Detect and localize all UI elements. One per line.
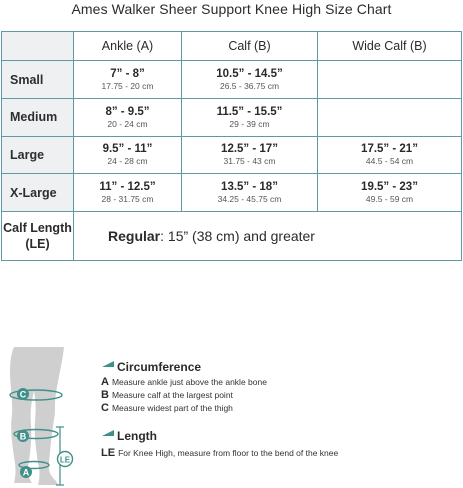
svg-text:LE: LE: [59, 455, 71, 465]
inch-value: 7” - 8”: [110, 68, 145, 81]
circumference-title: [101, 360, 461, 374]
inch-value: 11.5” - 15.5”: [216, 105, 283, 118]
leg-silhouette-icon: [10, 347, 64, 485]
svg-text:A: A: [22, 467, 30, 478]
row-label: X-Large: [2, 174, 74, 212]
cm-value: 34.25 - 45.75 cm: [217, 194, 282, 204]
calf-cell: [182, 98, 318, 136]
header-calf: Calf (B): [182, 32, 318, 61]
legend-text: For Knee High, measure from floor to the bend of the knee: [118, 448, 339, 458]
calf-length-label-line2: (LE): [25, 236, 50, 251]
size-row-medium: [2, 98, 462, 136]
marker-a-icon: [20, 466, 32, 478]
cm-value: 20 - 24 cm: [107, 118, 148, 129]
legend-key: A: [101, 376, 109, 388]
cm-value: 31.75 - 43 cm: [223, 156, 276, 167]
marker-le-icon: [58, 452, 73, 467]
cm-value: 29 - 39 cm: [229, 118, 270, 129]
cm-value: 24 - 28 cm: [107, 156, 148, 167]
inch-value: 8” - 9.5”: [105, 105, 150, 118]
legend-text: Measure calf at the largest point: [111, 390, 233, 400]
inch-value: 17.5” - 21”: [361, 143, 418, 156]
calf-length-value: [74, 211, 462, 260]
svg-text:B: B: [19, 431, 27, 442]
marker-c-icon: [17, 388, 29, 400]
wide-calf-cell: [318, 174, 462, 212]
leg-measurement-diagram: [0, 345, 100, 488]
measurement-legend: [101, 360, 461, 460]
header-ankle: Ankle (A): [74, 32, 182, 61]
size-row-small: [2, 61, 462, 99]
legend-key: B: [101, 389, 109, 401]
length-title-text: Length: [117, 429, 157, 443]
calf-cell: [182, 136, 318, 174]
legend-text: Measure ankle just above the ankle bone: [111, 377, 267, 387]
calf-cell: [182, 61, 318, 99]
flag-icon: [102, 361, 114, 367]
legend-key: C: [101, 402, 109, 414]
regular-label: Regular: [108, 227, 161, 244]
ankle-cell: [74, 174, 182, 212]
inch-value: 19.5” - 23”: [361, 181, 418, 193]
table-header-row: [2, 32, 462, 61]
cm-value: 28 - 31.75 cm: [101, 194, 154, 204]
ankle-cell: [74, 98, 182, 136]
header-wide-calf: Wide Calf (B): [318, 32, 462, 61]
inch-value: 12.5” - 17”: [221, 143, 278, 156]
calf-cell: [182, 174, 318, 212]
legend-item: [101, 447, 461, 460]
legend-item: [101, 376, 461, 389]
legend-item: [101, 402, 461, 415]
row-label: Small: [2, 61, 74, 99]
row-label: Large: [2, 136, 74, 174]
ankle-cell: [74, 61, 182, 99]
size-chart-table: [1, 31, 462, 261]
wide-calf-cell: [318, 61, 462, 99]
marker-b-icon: [17, 430, 29, 442]
row-label: Medium: [2, 98, 74, 136]
calf-length-label-line1: Calf Length: [3, 220, 72, 235]
legend-key: LE: [101, 447, 116, 459]
size-row-xlarge: [2, 174, 462, 212]
wide-calf-cell: [318, 136, 462, 174]
chart-title: Ames Walker Sheer Support Knee High Size Chart: [71, 1, 392, 17]
circumference-title-text: Circumference: [117, 360, 202, 374]
wide-calf-cell: [318, 98, 462, 136]
inch-value: 13.5” - 18”: [221, 181, 278, 193]
ankle-cell: [74, 136, 182, 174]
svg-text:C: C: [19, 389, 27, 400]
calf-length-row: [2, 211, 462, 260]
inch-value: 11” - 12.5”: [99, 181, 156, 193]
cm-value: 17.75 - 20 cm: [101, 81, 154, 92]
legend-text: Measure widest part of the thigh: [111, 403, 233, 413]
cm-value: 49.5 - 59 cm: [365, 194, 414, 204]
table-corner: [2, 32, 74, 61]
cm-value: 26.5 - 36.75 cm: [219, 81, 280, 92]
flag-icon: [102, 430, 114, 436]
regular-value: : 15” (38 cm) and greater: [160, 227, 315, 244]
size-row-large: [2, 136, 462, 174]
inch-value: 10.5” - 14.5”: [216, 68, 283, 81]
calf-length-label: [2, 211, 74, 260]
legend-item: [101, 389, 461, 402]
inch-value: 9.5” - 11”: [102, 143, 153, 156]
cm-value: 44.5 - 54 cm: [365, 156, 414, 167]
length-title: [101, 429, 461, 443]
